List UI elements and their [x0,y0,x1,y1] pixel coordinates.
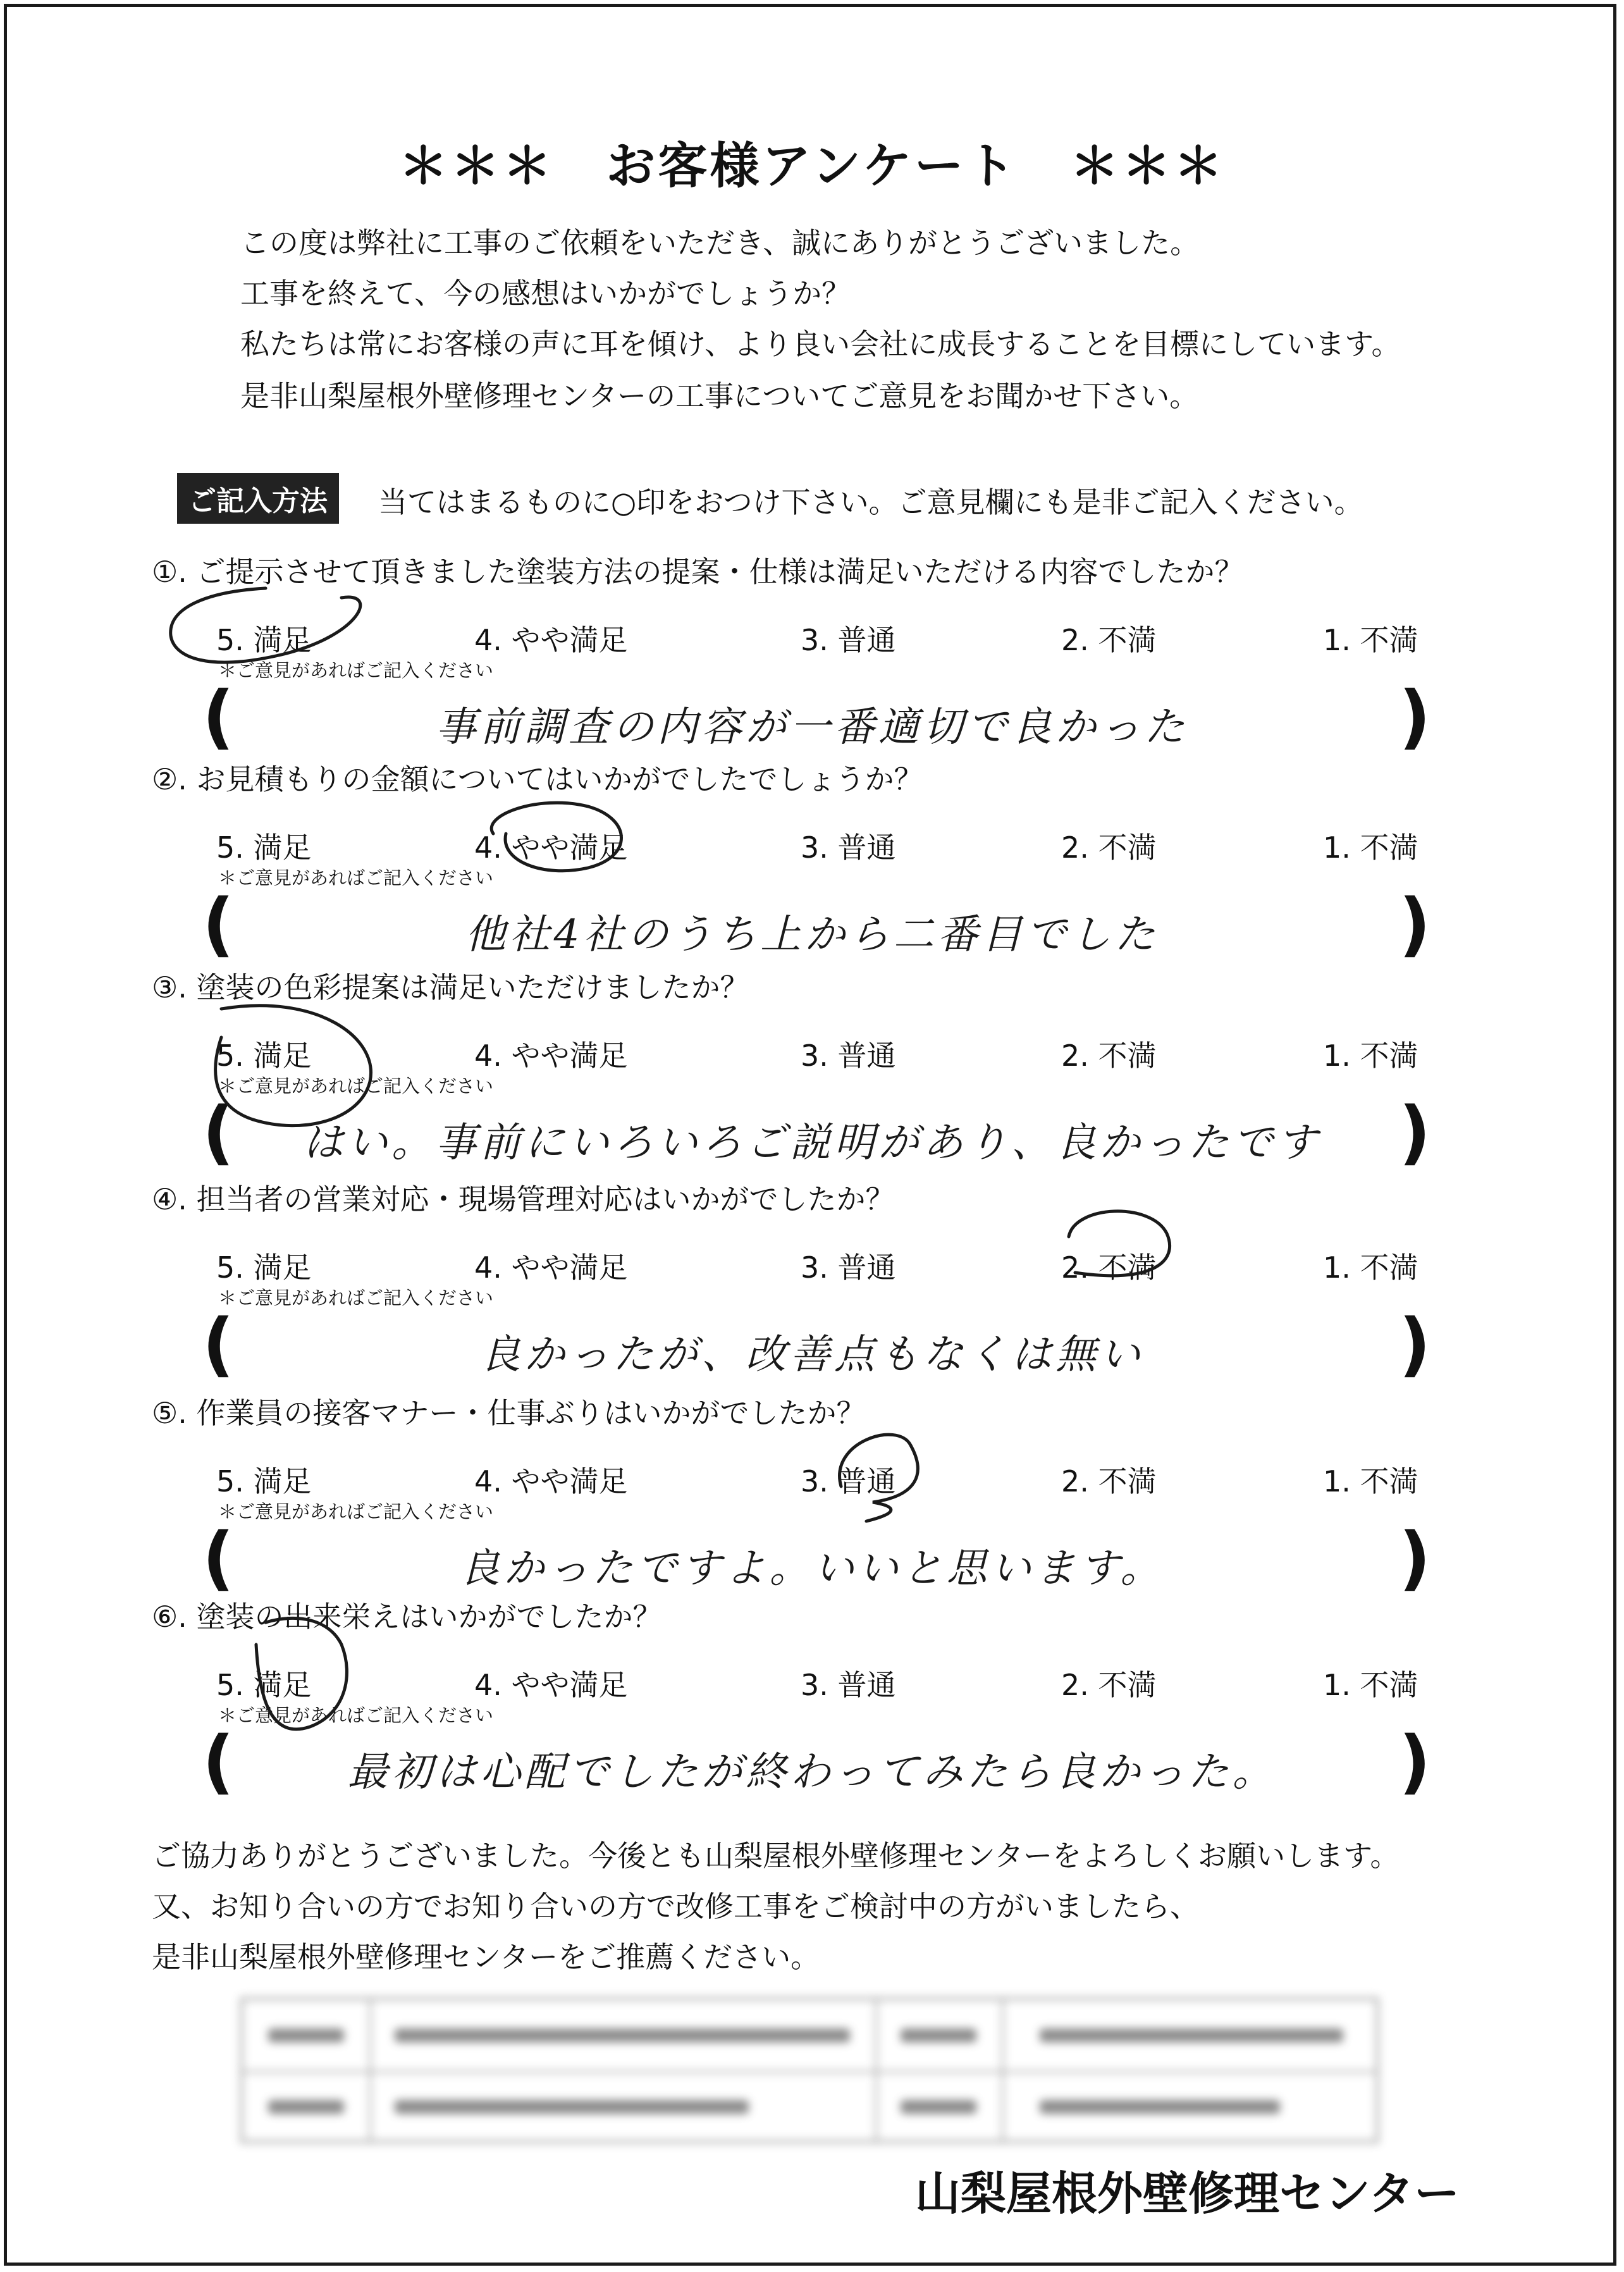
intro-line-4: 是非山梨屋根外壁修理センターの工事についてご意見をお聞かせ下さい。 [240,379,1199,413]
option-somewhat-satisfied[interactable]: 4. やや満足 [474,830,628,865]
question-text: ⑥. 塗装の出来栄えはいかがでしたか？ [152,1600,662,1634]
method-label: ご記入方法 [177,473,339,524]
question-text: ④. 担当者の営業対応・現場管理対応はいかがでしたか？ [152,1182,895,1216]
question-text: ⑤. 作業員の接客マナー・仕事ぶりはいかがでしたか？ [152,1396,866,1430]
option-normal[interactable]: 3. 普通 [801,623,896,657]
option-somewhat-satisfied[interactable]: 4. やや満足 [474,1464,628,1498]
option-satisfied[interactable]: 5. 満足 [216,1250,312,1285]
circle-q2-somewhat [491,803,621,871]
outro-line-1: ご協力ありがとうございました。今後とも山梨屋根外壁修理センターをよろしくお願いします。 [152,1839,1399,1873]
customer-info-redacted [240,1997,1379,2143]
option-somewhat-satisfied[interactable]: 4. やや満足 [474,1668,628,1702]
option-dissatisfied-2[interactable]: 1. 不満 [1323,1668,1418,1702]
comment-note: ＊ご意見があればご記入ください [218,867,494,889]
comment-note: ＊ご意見があればご記入ください [218,660,494,681]
circle-q6-satisfied [256,1618,347,1729]
option-satisfied[interactable]: 5. 満足 [216,1464,312,1498]
option-dissatisfied-2[interactable]: 1. 不満 [1323,830,1418,865]
paren-open: ( [202,1517,235,1598]
option-dissatisfied-2[interactable]: 1. 不満 [1323,1039,1418,1073]
option-dissatisfied[interactable]: 2. 不満 [1061,1464,1157,1498]
option-normal[interactable]: 3. 普通 [801,1668,896,1702]
circle-q4-dissatisfied [1069,1211,1170,1276]
handwritten-comment: 良かったが、改善点もなくは無い [480,1331,1144,1378]
handwritten-comment: 事前調査の内容が一番適切で良かった [436,704,1188,751]
option-satisfied[interactable]: 5. 満足 [216,1668,312,1702]
paren-open: ( [202,884,235,965]
question-text: ①. ご提示させて頂きました塗装方法の提案・仕様は満足いただける内容でしたか？ [152,555,1244,589]
paren-open: ( [202,676,235,757]
option-satisfied[interactable]: 5. 満足 [216,623,312,657]
option-normal[interactable]: 3. 普通 [801,1250,896,1285]
option-normal[interactable]: 3. 普通 [801,1464,896,1498]
intro-line-2: 工事を終えて、今の感想はいかがでしょうか？ [240,276,851,311]
paren-close: ) [1399,676,1431,757]
option-dissatisfied[interactable]: 2. 不満 [1061,623,1157,657]
option-dissatisfied[interactable]: 2. 不満 [1061,1039,1157,1073]
paren-close: ) [1399,1517,1431,1598]
option-dissatisfied[interactable]: 2. 不満 [1061,1668,1157,1702]
company-name: 山梨屋根外壁修理センター [914,2167,1460,2220]
comment-note: ＊ご意見があればご記入ください [218,1501,494,1522]
paren-close: ) [1399,1721,1431,1802]
circle-q5-normal [840,1435,918,1521]
option-somewhat-satisfied[interactable]: 4. やや満足 [474,1250,628,1285]
question-text: ③. 塗装の色彩提案は満足いただけましたか？ [152,970,749,1004]
handwritten-comment: はい。事前にいろいろご説明があり、良かったです [303,1120,1321,1166]
option-satisfied[interactable]: 5. 満足 [216,830,312,865]
option-somewhat-satisfied[interactable]: 4. やや満足 [474,1039,628,1073]
handwritten-comment: 他社4社のうち上から二番目でした [465,911,1159,958]
paren-close: ) [1399,1092,1431,1173]
page-title: ＊＊＊ お客様アンケート ＊＊＊ [398,138,1226,195]
paren-close: ) [1399,884,1431,965]
paren-close: ) [1399,1304,1431,1385]
paren-open: ( [202,1721,235,1802]
option-dissatisfied[interactable]: 2. 不満 [1061,830,1157,865]
option-satisfied[interactable]: 5. 満足 [216,1039,312,1073]
comment-note: ＊ご意見があればご記入ください [218,1287,494,1309]
option-somewhat-satisfied[interactable]: 4. やや満足 [474,623,628,657]
paren-open: ( [202,1304,235,1385]
intro-line-1: この度は弊社に工事のご依頼をいただき、誠にありがとうございました。 [240,226,1200,260]
outro-line-3: 是非山梨屋根外壁修理センターをご推薦ください。 [152,1940,820,1974]
option-dissatisfied[interactable]: 2. 不満 [1061,1250,1157,1285]
circle-q3-satisfied [216,1006,371,1126]
comment-note: ＊ご意見があればご記入ください [218,1705,494,1726]
circle-q1-satisfied [171,588,360,662]
outro-line-2: 又、お知り合いの方でお知り合いの方で改修工事をご検討中の方がいましたら、 [152,1889,1199,1923]
option-dissatisfied-2[interactable]: 1. 不満 [1323,623,1418,657]
handwritten-comment: 最初は心配でしたが終わってみたら良かった。 [347,1749,1277,1796]
option-dissatisfied-2[interactable]: 1. 不満 [1323,1464,1418,1498]
option-normal[interactable]: 3. 普通 [801,1039,896,1073]
method-text: 当てはまるものに○印をおつけ下さい。ご意見欄にも是非ご記入ください。 [378,485,1363,519]
intro-line-3: 私たちは常にお客様の声に耳を傾け、より良い会社に成長することを目標にしています。 [240,327,1401,361]
question-text: ②. お見積もりの金額についてはいかがでしたでしょうか？ [152,762,923,796]
paren-open: ( [202,1092,235,1173]
comment-note: ＊ご意見があればご記入ください [218,1075,494,1097]
option-dissatisfied-2[interactable]: 1. 不満 [1323,1250,1418,1285]
option-normal[interactable]: 3. 普通 [801,830,896,865]
handwritten-comment: 良かったですよ。いいと思います。 [459,1545,1165,1592]
